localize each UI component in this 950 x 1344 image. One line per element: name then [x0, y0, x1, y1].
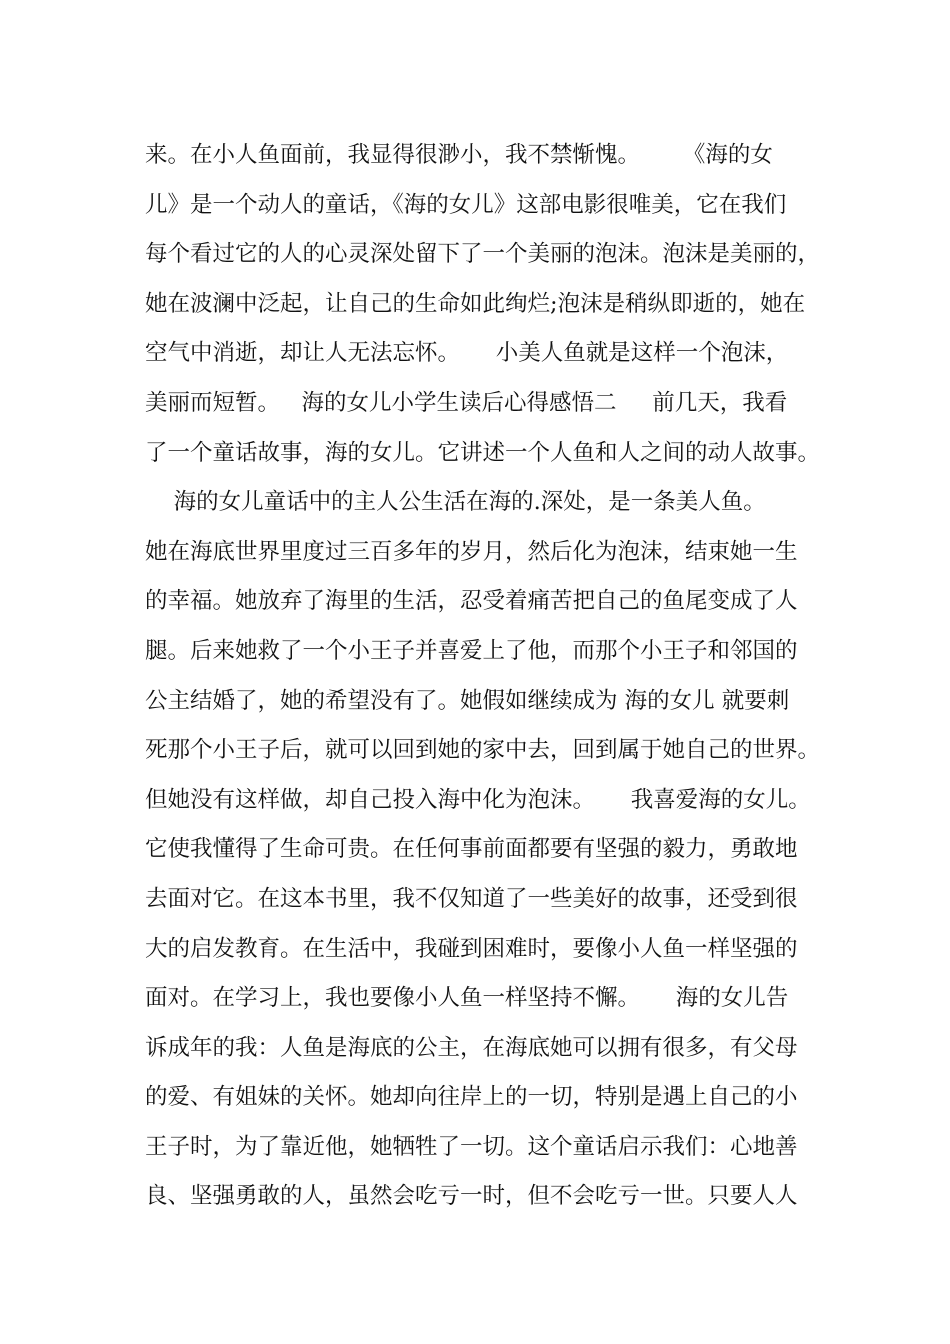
text-line: 空气中消逝，却让人无法忘怀。 小美人鱼就是这样一个泡沫，: [145, 340, 789, 367]
text-line: 来。在小人鱼面前，我显得很渺小，我不禁惭愧。 《海的女: [145, 142, 773, 168]
text-line: 公主结婚了，她的希望没有了。她假如继续成为 海的女儿 就要刺: [145, 687, 790, 714]
text-line: 王子时，为了靠近他，她牺牲了一切。这个童话启示我们：心地善: [145, 1133, 798, 1160]
text-line: 儿》是一个动人的童话，《海的女儿》这部电影很唯美，它在我们: [145, 191, 787, 218]
text-line: 去面对它。在这本书里，我不仅知道了一些美好的故事，还受到很: [145, 885, 798, 912]
text-line: 每个看过它的人的心灵深处留下了一个美丽的泡沫。泡沫是美丽的，: [145, 241, 821, 268]
text-line: 它使我懂得了生命可贵。在任何事前面都要有坚强的毅力，勇敢地: [145, 836, 798, 863]
body-text: [145, 131, 835, 1222]
text-line: 腿。后来她救了一个小王子并喜爱上了他，而那个小王子和邻国的: [145, 637, 798, 664]
text-line: 美丽而短暂。 海的女儿小学生读后心得感悟二 前几天，我看: [145, 389, 788, 416]
text-line: 良、坚强勇敢的人，虽然会吃亏一时，但不会吃亏一世。只要人人: [145, 1183, 798, 1210]
text-line: 她在海底世界里度过三百多年的岁月，然后化为泡沫，结束她一生: [145, 538, 798, 565]
text-line: 大的启发教育。在生活中，我碰到困难时，要像小人鱼一样坚强的: [145, 935, 798, 962]
text-line: 诉成年的我：人鱼是海底的公主，在海底她可以拥有很多，有父母: [145, 1034, 798, 1061]
text-line: 了一个童话故事，海的女儿。它讲述一个人鱼和人之间的动人故事。: [145, 439, 821, 466]
text-line: 的爱、有姐妹的关怀。她却向往岸上的一切，特别是遇上自己的小: [145, 1084, 798, 1111]
text-line: 海的女儿童话中的主人公生活在海的.深处，是一条美人鱼。: [145, 489, 766, 516]
text-line: 的幸福。她放弃了海里的生活，忍受着痛苦把自己的鱼尾变成了人: [145, 588, 798, 615]
text-line: 她在波澜中泛起，让自己的生命如此绚烂;泡沫是稍纵即逝的，她在: [145, 290, 806, 317]
text-line: 面对。在学习上，我也要像小人鱼一样坚持不懈。 海的女儿告: [145, 985, 789, 1012]
text-line: 死那个小王子后，就可以回到她的家中去，回到属于她自己的世界。: [145, 737, 821, 764]
text-line: 但她没有这样做，却自己投入海中化为泡沫。 我喜爱海的女儿。: [145, 786, 811, 813]
